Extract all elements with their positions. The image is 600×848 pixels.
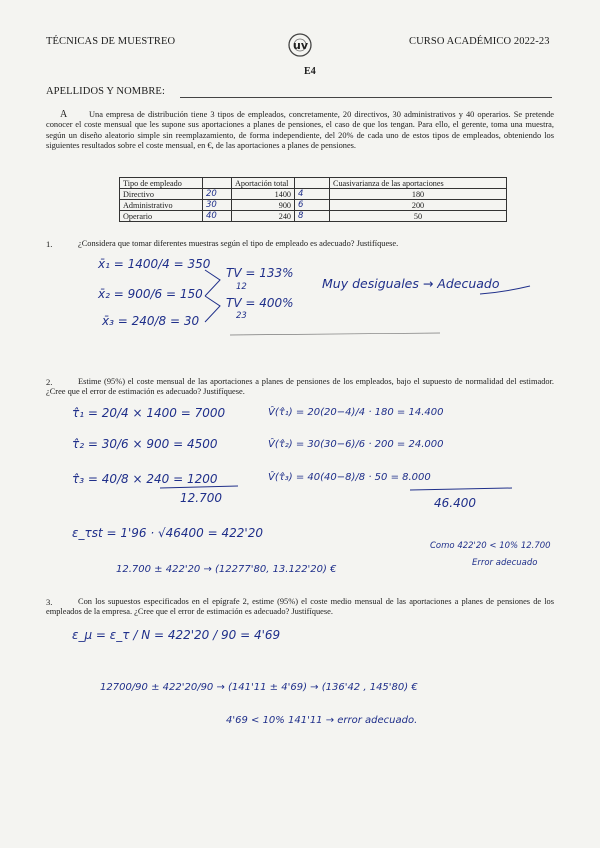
question-2-number: 2. <box>46 377 53 387</box>
university-logo <box>286 32 314 58</box>
name-label: APELLIDOS Y NOMBRE: <box>46 86 165 97</box>
hw-q2-note2: Error adecuado <box>472 558 538 568</box>
hw-q2-vsum: 46.400 <box>434 496 476 510</box>
hw-q2-v1: V̂(τ̂₁) = 20(20−4)/4 · 180 = 14.400 <box>268 407 444 418</box>
hw-q1-tv2: TV = 400% <box>226 296 294 310</box>
problem-letter: A <box>60 109 68 120</box>
table-header: Cuasivarianza de las aportaciones <box>330 178 507 189</box>
table-header <box>295 178 330 189</box>
academic-year: CURSO ACADÉMICO 2022-23 <box>409 36 550 47</box>
hw-q2-error: ε_τst = 1'96 · √46400 = 422'20 <box>72 526 263 540</box>
question-3-text: Con los supuestos especificados en el epígrafe 2, estime (95%) el coste medio mensual de las aportaciones a planes de pensiones de los empleados de la empresa. ¿Cree que el error de estimación es adecuado? Justifíquese. <box>46 597 554 617</box>
problem-text: Una empresa de distribución tiene 3 tipos de empleados, concretamente, 20 directivos, 30 administrativos y 40 operarios. Se pretende conocer el coste mensual que les supone sus aportaciones a planes de pensiones, el caso de que los tengan. Para ello, el gerente, toma una muestra, según un diseño aleatorio simple sin reemplazamiento, de forma independiente, del 20% de cada uno de estos tipos de empleados, obteniendo los siguientes resultados sobre el coste mensual, en €, de las aportaciones a planes de pensiones. <box>46 110 554 151</box>
hw-q1-mean2: x̄₂ = 900/6 = 150 <box>98 287 203 301</box>
question-2-text: Estime (95%) el coste mensual de las aportaciones a planes de pensiones de los empleados, bajo el supuesto de normalidad del estimador. ¿Cree que el error de estimación es adecuado? Justifíquese. <box>46 377 554 397</box>
hw-q2-v3: V̂(τ̂₃) = 40(40−8)/8 · 50 = 8.000 <box>268 472 431 483</box>
hw-q2-v2: V̂(τ̂₂) = 30(30−6)/6 · 200 = 24.000 <box>268 439 444 450</box>
course-title: TÉCNICAS DE MUESTREO <box>46 36 176 47</box>
table-row: Administrativo 30 900 6 200 <box>120 200 507 211</box>
hw-q2-tsum: 12.700 <box>180 491 222 505</box>
hw-q1-tv2-sub: 23 <box>236 311 247 321</box>
hw-q1-mean3: x̄₃ = 240/8 = 30 <box>102 314 200 328</box>
hw-q3-final: 4'69 < 10% 141'11 → error adecuado. <box>226 715 418 726</box>
hw-q2-t3: τ̂₃ = 40/8 × 240 = 1200 <box>72 472 218 486</box>
hw-q1-conclusion: Muy desiguales → Adecuado <box>322 276 500 291</box>
table-header <box>203 178 232 189</box>
exam-code: E4 <box>304 66 316 77</box>
hw-q2-ci: 12.700 ± 422'20 → (12277'80, 13.122'20) € <box>116 564 337 575</box>
hw-q1-tv1: TV = 133% <box>226 266 294 280</box>
hw-q1-mean1: x̄₁ = 1400/4 = 350 <box>98 257 211 271</box>
hw-q2-t2: τ̂₂ = 30/6 × 900 = 4500 <box>72 437 218 451</box>
name-underline <box>180 97 552 98</box>
hw-q1-tv1-sub: 12 <box>236 282 247 292</box>
hw-q2-t1: τ̂₁ = 20/4 × 1400 = 7000 <box>72 406 226 420</box>
question-3-number: 3. <box>46 597 53 607</box>
data-table <box>119 177 507 222</box>
table-header: Tipo de empleado <box>120 178 203 189</box>
hw-q3-ci: 12700/90 ± 422'20/90 → (141'11 ± 4'69) → (136'42 , 145'80) € <box>100 682 418 693</box>
hw-q3-eps: ε_μ = ε_τ / N = 422'20 / 90 = 4'69 <box>72 628 281 642</box>
svg-text:uv: uv <box>293 39 309 52</box>
table-header: Aportación total <box>232 178 295 189</box>
question-1-text: ¿Considera que tomar diferentes muestras según el tipo de empleado es adecuado? Justifíquese. <box>78 239 399 248</box>
table-row: Directivo 20 1400 4 180 <box>120 189 507 200</box>
table-row: Operario 40 240 8 50 <box>120 211 507 222</box>
question-1-number: 1. <box>46 239 53 249</box>
hw-q2-note: Como 422'20 < 10% 12.700 <box>430 541 551 551</box>
